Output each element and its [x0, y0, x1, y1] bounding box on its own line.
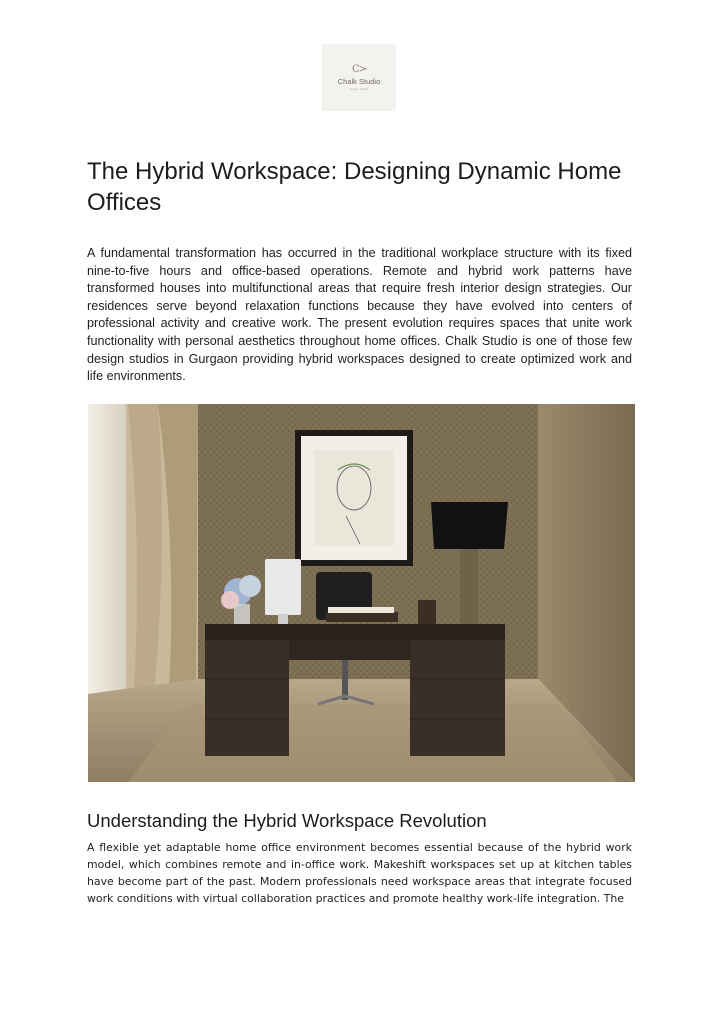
logo-name: Chalk Studio [337, 76, 381, 86]
section-paragraph: A flexible yet adaptable home office environment becomes essential because of the hybrid work model, which combines remote and in-office work. Makeshift workspaces set up at kitchen tables have become part of the past. Modern professionals need workspace areas that integrate focused work conditions with virtual collaboration practices and promote healthy work-life integration. The [87, 841, 632, 905]
page-title: The Hybrid Workspace: Designing Dynamic Home Offices [87, 158, 622, 216]
chalk-studio-logo [322, 44, 396, 111]
section-heading: Understanding the Hybrid Workspace Revolution [87, 810, 487, 831]
logo-tagline: design studio [349, 87, 369, 91]
home-office-photo [88, 404, 635, 782]
logo-mark: C> [351, 63, 367, 75]
intro-paragraph: A fundamental transformation has occurred in the traditional workplace structure with its fixed nine-to-five hours and office-based operations. Remote and hybrid work patterns have transformed houses into multifunctional areas that require fresh interior design strategies. Our residences serve beyond relaxation functions because they have evolved into centers of professional activity and creative work. The present evolution requires spaces that unite work functionality with personal aesthetics throughout home offices. Chalk Studio is one of those few design studios in Gurgaon providing hybrid workspaces designed to create optimized work and life environments. [87, 246, 632, 384]
